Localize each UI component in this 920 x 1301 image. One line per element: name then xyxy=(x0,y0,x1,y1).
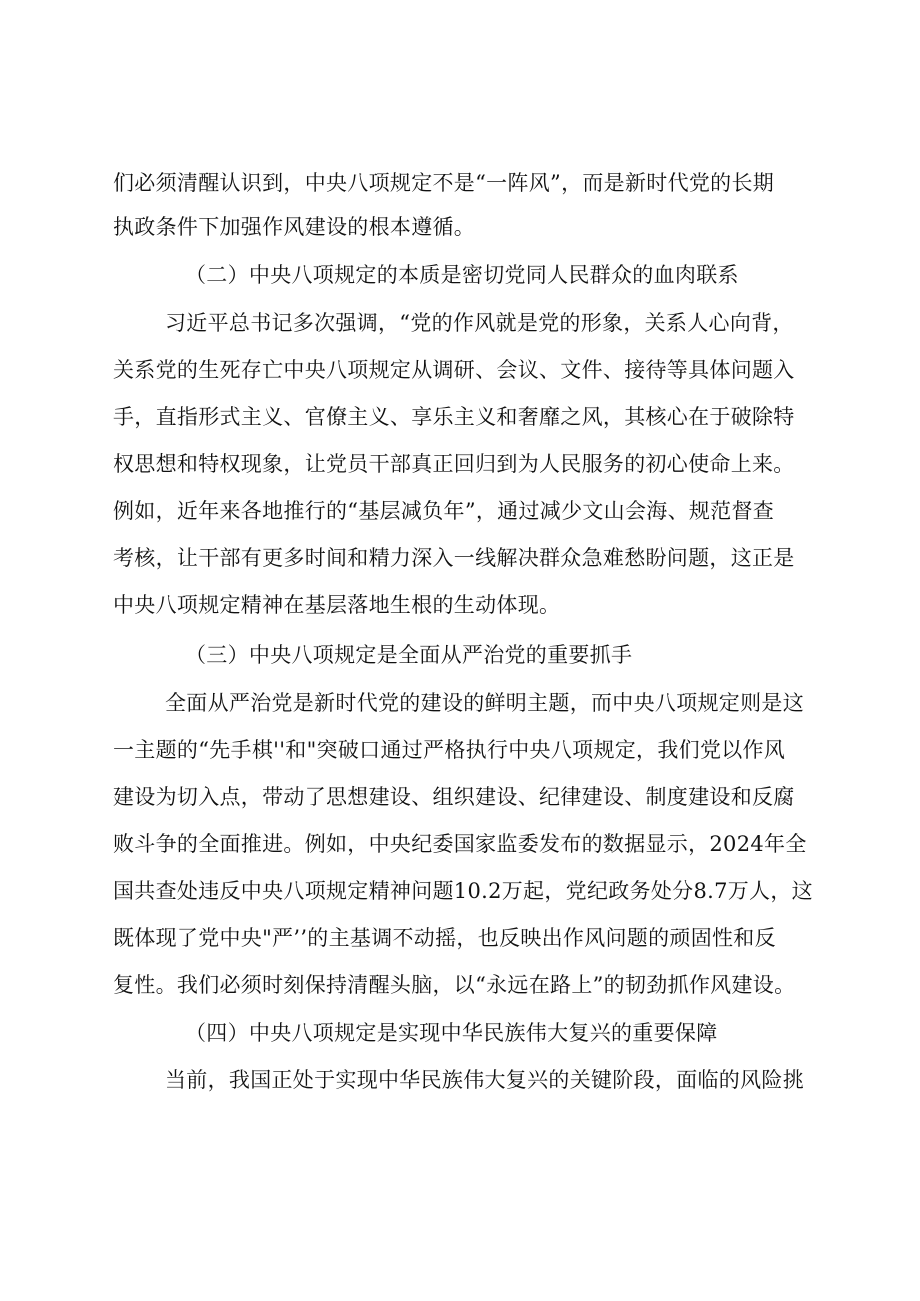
body-line: 例如，近年来各地推行的“基层减负年”，通过减少文山会海、规范督查 xyxy=(113,499,775,523)
body-line: 一主题的“先手棋''和"突破口通过严格执行中央八项规定，我们党以作风 xyxy=(113,738,786,762)
body-line: 全面从严治党是新时代党的建设的鲜明主题，而中央八项规定则是这 xyxy=(165,691,804,715)
body-line: 习近平总书记多次强调，“党的作风就是党的形象，关系人心向背， xyxy=(165,311,794,335)
body-line: 关系党的生死存亡中央八项规定从调研、会议、文件、接待等具体问题入 xyxy=(113,358,795,382)
body-line: 当前，我国正处于实现中华民族伟大复兴的关键阶段，面临的风险挑 xyxy=(165,1068,804,1092)
body-line: 复性。我们必须时刻保持清醒头脑，以“永远在路上”的韧劲抓作风建设。 xyxy=(113,973,796,997)
body-line: 们必须清醒认识到，中央八项规定不是“一阵风”，而是新时代党的长期 xyxy=(113,171,775,195)
body-line: 国共查处违反中央八项规定精神问题10.2万起，党纪政务处分8.7万人，这 xyxy=(113,879,813,903)
body-line: 建设为切入点，带动了思想建设、组织建设、纪律建设、制度建设和反腐 xyxy=(113,785,795,809)
body-line: 中央八项规定精神在基层落地生根的生动体现。 xyxy=(113,593,561,617)
body-line: 考核，让干部有更多时间和精力深入一线解决群众急难愁盼问题，这正是 xyxy=(113,546,795,570)
section-heading: （三）中央八项规定是全面从严治党的重要抓手 xyxy=(185,643,633,667)
body-line: 手，直指形式主义、官僚主义、享乐主义和奢靡之风，其核心在于破除特 xyxy=(113,405,795,429)
body-line: 执政条件下加强作风建设的根本遵循。 xyxy=(113,215,476,239)
section-heading: （二）中央八项规定的本质是密切党同人民群众的血肉联系 xyxy=(185,263,739,287)
body-line: 权思想和特权现象，让党员干部真正回归到为人民服务的初心使命上来。 xyxy=(113,452,795,476)
body-line: 既体现了党中央"严’’的主基调不动摇，也反映出作风问题的顽固性和反 xyxy=(113,926,776,950)
section-heading: （四）中央八项规定是实现中华民族伟大复兴的重要保障 xyxy=(185,1021,718,1045)
body-line: 败斗争的全面推进。例如，中央纪委国家监委发布的数据显示，2024年全 xyxy=(113,832,807,856)
